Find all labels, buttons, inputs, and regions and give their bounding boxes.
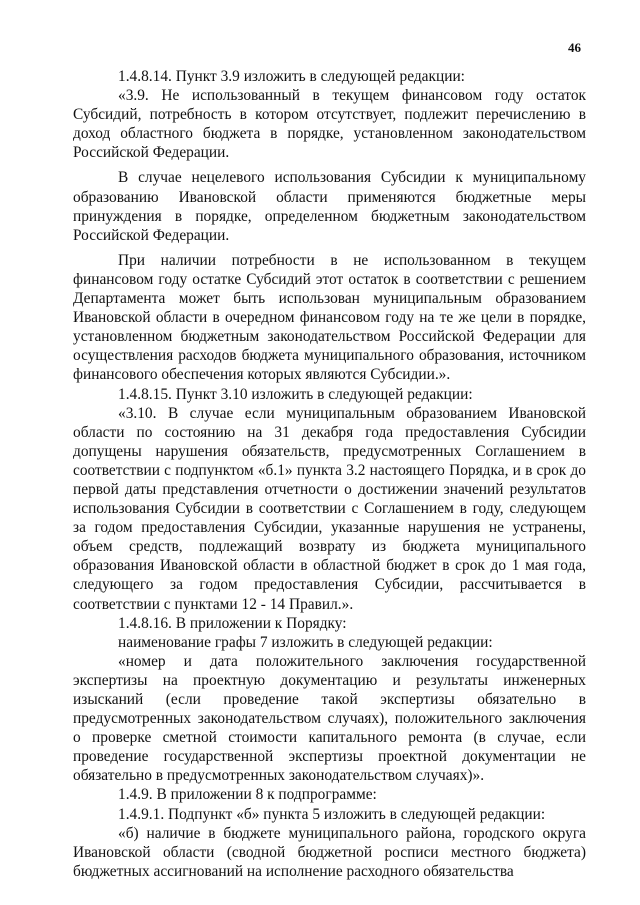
paragraph-1-4-9-1-heading: 1.4.9.1. Подпункт «б» пункта 5 изложить в следующей редакции: [118, 805, 546, 823]
paragraph-1-4-8-14-heading: 1.4.8.14. Пункт 3.9 изложить в следующей редакции: [118, 68, 465, 85]
paragraph-subitem-b-text: «б) наличие в бюджете муниципального района, городского округа Ивановской области (сводной бюджетной росписи местного бюджета) бюджетных ассигнований на исполнение расходного обязательства [73, 824, 586, 880]
paragraph-1-4-8-15-heading: 1.4.8.15. Пункт 3.10 изложить в следующей редакции: [118, 385, 473, 403]
paragraph-column-7-heading: наименование графы 7 изложить в следующей редакции: [118, 633, 493, 651]
paragraph-misuse-text: В случае нецелевого использования Субсидии к муниципальному образованию Ивановской области применяются бюджетные меры принуждения в порядке, определенном бюджетным законодательством Российской Федерации. [73, 169, 586, 244]
document-body [73, 67, 586, 881]
paragraph-column-7-text: «номер и дата положительного заключения государственной экспертизы на проектную документацию и результаты инженерных изысканий (если проведение такой экспертизы обязательно в предусмотренных законодательством случаях), положительного заключения о проверке сметной стоимости капитального ремонта (в случае, если проведение государственной экспертизы проектной документации не обязательно в предусмотренных законодательством случаях)». [73, 652, 586, 785]
paragraph-3-10-text: «3.10. В случае если муниципальным образованием Ивановской области по состоянию на 31 декабря года предоставления Субсидии допущены нарушения обязательств, предусмотренных Соглашением в соответствии с подпунктом «б.1» пункта 3.2 настоящего Порядка, и в срок до первой даты представления отчетности о достижении значений результатов использования Субсидии в соответствии с Соглашением в году, следующем за годом предоставления Субсидии, указанные нарушения не устранены, объем средств, подлежащий возврату из бюджета муниципального образования Ивановской области в областной бюджет в срок до 1 мая года, следующего за годом предоставления Субсидии, рассчитывается в соответствии с пунктами 12 - 14 Правил.». [73, 404, 586, 613]
paragraph-1-4-9-heading: 1.4.9. В приложении 8 к подпрограмме: [118, 786, 377, 804]
page-number: 46 [568, 40, 581, 55]
paragraph-remainder-text: При наличии потребности в не использованном в текущем финансовом году остатке Субсидий этот остаток в соответствии с решением Департамента может быть использован муниципальным образованием Ивановской области в очередном финансовом году на те же цели в порядке, установленном бюджетным законодательством Российской Федерации для осуществления расходов бюджета муниципального образования, источником финансового обеспечения которых являются Субсидии.». [73, 251, 586, 384]
paragraph-1-4-8-16-heading: 1.4.8.16. В приложении к Порядку: [118, 614, 347, 632]
paragraph-3-9-text: «3.9. Не использованный в текущем финансовом году остаток Субсидий, потребность в котором отсутствует, подлежит перечислению в доход областного бюджета в порядке, установленном законодательством Российской Федерации. [73, 87, 586, 162]
